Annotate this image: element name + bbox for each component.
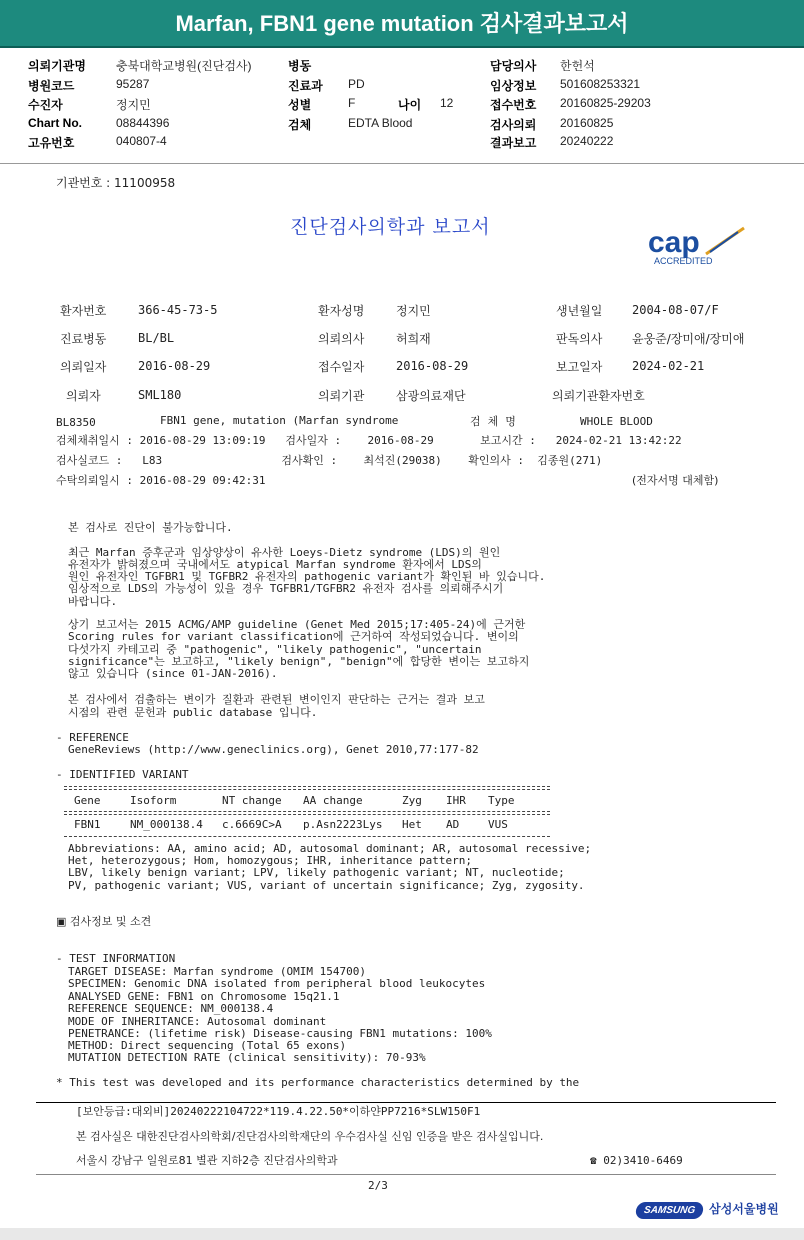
footer-divider — [36, 1174, 776, 1175]
header-value: 한헌석 — [560, 59, 595, 73]
header-label: 고유번호 — [28, 136, 75, 150]
text-line: 원인 유전자인 TGFBR1 및 TGFBR2 유전자의 pathogenic variant가 확인된 바 있습니다. — [68, 570, 546, 583]
specimen-value: WHOLE BLOOD — [580, 415, 653, 428]
field-value: 2024-02-21 — [632, 359, 705, 373]
header-value: EDTA Blood — [348, 116, 413, 130]
cap-logo-text: cap — [648, 226, 700, 259]
samsung-hospital-name: 삼성서울병원 — [709, 1202, 779, 1216]
field-value: 정지민 — [396, 304, 431, 318]
page-number: 2/3 — [368, 1179, 388, 1192]
table-header: IHR — [446, 794, 466, 807]
text-line: LBV, likely benign variant; LPV, likely pathogenic variant; NT, nucleotide; — [68, 866, 565, 879]
header-label: 결과보고 — [490, 136, 537, 150]
header-label: 접수번호 — [490, 98, 537, 112]
text-line: ANALYSED GENE: FBN1 on Chromosome 15q21.1 — [68, 990, 340, 1003]
footnote: * This test was developed and its performance characteristics determined by the — [56, 1076, 580, 1089]
table-cell: FBN1 — [74, 818, 101, 831]
text-line: 않고 있습니다 (since 01-JAN-2016). — [68, 667, 278, 680]
bottom-strip — [0, 1228, 804, 1240]
header-label: 담당의사 — [490, 59, 537, 73]
header-value: 12 — [440, 96, 454, 110]
header-value: 20240222 — [560, 134, 614, 148]
text-line: 상기 보고서는 2015 ACMG/AMP guideline (Genet Med 2015;17:405-24)에 근거한 — [68, 618, 526, 631]
text-line: PENETRANCE: (lifetime risk) Disease-causing FBN1 mutations: 100% — [68, 1027, 492, 1040]
header-value: 040807-4 — [116, 134, 167, 148]
reference-heading: - REFERENCE — [56, 731, 129, 744]
table-rule — [64, 836, 550, 837]
lab-code-row: 검사실코드 : L83 검사확인 : 최석진(29038) 확인의사 : 김종원(271) — [56, 454, 603, 467]
certification-text: 본 검사실은 대한진단검사의학회/진단검사의학재단의 우수검사실 신임 인증을 받은 검사실입니다. — [76, 1130, 544, 1143]
header-label: 임상정보 — [490, 79, 537, 93]
field-label: 판독의사 — [556, 332, 603, 346]
text-line: 바랍니다. — [68, 595, 118, 608]
text-line: 임상적으로 LDS의 가능성이 있을 경우 TGFBR1/TGFBR2 유전자 검사를 의뢰해주시기 — [68, 582, 504, 595]
header-label: 병원코드 — [28, 79, 75, 93]
footer-divider — [36, 1102, 776, 1103]
field-label: 의뢰자 — [66, 389, 101, 403]
header-label: 검사의뢰 — [490, 118, 537, 132]
field-label: 의뢰일자 — [60, 360, 107, 374]
text-line: PV, pathogenic variant; VUS, variant of uncertain significance; Zyg, zygosity. — [68, 879, 585, 892]
field-label: 의뢰기관 — [318, 389, 365, 403]
header-label: 수진자 — [28, 98, 63, 112]
text-line: Het, heterozygous; Hom, homozygous; IHR, inheritance pattern; — [68, 854, 472, 867]
field-value: 삼광의료재단 — [396, 389, 466, 403]
table-rule — [64, 789, 550, 790]
text-line: 다섯가지 카테고리 중 "pathogenic", "likely pathogenic", "uncertain — [68, 643, 482, 656]
text-line: Scoring rules for variant classification에 근거하여 작성되었습니다. 변이의 — [68, 630, 519, 643]
header-value: 20160825-29203 — [560, 96, 651, 110]
header-label: 검체 — [288, 118, 312, 132]
text-line: MUTATION DETECTION RATE (clinical sensitivity): 70-93% — [68, 1051, 426, 1064]
field-label: 환자번호 — [60, 304, 107, 318]
samsung-pill: SAMSUNG — [635, 1202, 705, 1219]
lab-phone: ☎ 02)3410-6469 — [590, 1154, 683, 1167]
cap-accredited-logo — [648, 222, 748, 268]
header-label: 병동 — [288, 59, 312, 73]
table-rule — [64, 814, 550, 815]
field-value: 2016-08-29 — [138, 359, 211, 373]
field-value: BL/BL — [138, 331, 175, 345]
reference-text: GeneReviews (http://www.geneclinics.org), Genet 2010,77:177-82 — [68, 743, 479, 756]
test-information-heading: - TEST INFORMATION — [56, 952, 176, 965]
field-label: 의뢰의사 — [318, 332, 365, 346]
header-value: 08844396 — [116, 116, 170, 130]
header-label: 성별 — [288, 98, 312, 112]
test-name: FBN1 gene, mutation (Marfan syndrome — [160, 414, 399, 427]
request-time-row: 수탁의뢰일시 : 2016-08-29 09:42:31 — [56, 474, 266, 487]
table-cell: AD — [446, 818, 460, 831]
institution-number: 기관번호 : 11100958 — [56, 176, 176, 190]
text-line: 시점의 관련 문헌과 public database 입니다. — [68, 706, 318, 719]
field-label: 환자성명 — [318, 304, 365, 318]
field-value: 윤웅준/장미애/장미애 — [632, 332, 745, 346]
header-value: 20160825 — [560, 116, 614, 130]
text-line: 본 검사에서 검출하는 변이가 질환과 관련된 변이인지 판단하는 근거는 결과 보고 — [68, 693, 485, 706]
field-label: 의뢰기관환자번호 — [552, 389, 645, 403]
table-header: Type — [488, 794, 515, 807]
text-line: SPECIMEN: Genomic DNA isolated from peripheral blood leukocytes — [68, 977, 486, 990]
header-label: 의뢰기관명 — [28, 59, 86, 73]
table-cell: VUS — [488, 818, 508, 831]
table-rule — [64, 786, 550, 787]
table-cell: Het — [402, 818, 422, 831]
field-value: 허희재 — [396, 332, 431, 346]
text-line: REFERENCE SEQUENCE: NM_000138.4 — [68, 1002, 274, 1015]
field-value: 2016-08-29 — [396, 359, 469, 373]
header-label: Chart No. — [28, 116, 82, 130]
table-cell: NM_000138.4 — [130, 818, 203, 831]
header-label: 나이 — [398, 98, 422, 112]
lab-address: 서울시 강남구 일원로81 별관 지하2층 진단검사의학과 — [76, 1154, 338, 1167]
field-value: SML180 — [138, 388, 182, 402]
table-header: Zyg — [402, 794, 422, 807]
field-value: 366-45-73-5 — [138, 303, 218, 317]
header-value: PD — [348, 77, 365, 91]
text-line: significance"는 보고하고, "likely benign", "benign"에 합당한 변이는 보고하지 — [68, 655, 530, 668]
identified-variant-heading: - IDENTIFIED VARIANT — [56, 768, 189, 781]
field-label: 보고일자 — [556, 360, 603, 374]
security-line: [보안등급:대외비]20240222104722*119.4.22.50*이하얀PP7216*SLW150F1 — [76, 1105, 481, 1118]
table-header: NT change — [222, 794, 282, 807]
table-header: Isoform — [130, 794, 177, 807]
cap-sub-text: ACCREDITED — [654, 256, 713, 266]
table-header: Gene — [74, 794, 101, 807]
header-label: 진료과 — [288, 79, 323, 93]
header-value: 충북대학교병원(진단검사) — [116, 59, 252, 73]
report-title-bar: Marfan, FBN1 gene mutation 검사결과보고서 — [0, 0, 804, 48]
header-value: 95287 — [116, 77, 150, 91]
table-cell: c.6669C>A — [222, 818, 282, 831]
header-value: 정지민 — [116, 98, 151, 112]
table-cell: p.Asn2223Lys — [303, 818, 383, 831]
table-header: AA change — [303, 794, 363, 807]
text-line: 유전자가 밝혀졌으며 국내에서도 atypical Marfan syndrome 환자에서 LDS의 — [68, 558, 482, 571]
diagnosis-note: 본 검사로 진단이 불가능합니다. — [68, 521, 233, 534]
report-heading: 진단검사의학과 보고서 — [290, 216, 491, 238]
table-rule — [64, 811, 550, 812]
text-line: Abbreviations: AA, amino acid; AD, autosomal dominant; AR, autosomal recessive; — [68, 842, 592, 855]
field-label: 접수일자 — [318, 360, 365, 374]
text-line: 최근 Marfan 증후군과 임상양상이 유사한 Loeys-Dietz syndrome (LDS)의 원인 — [68, 546, 501, 559]
field-label: 진료병동 — [60, 332, 107, 346]
text-line: TARGET DISEASE: Marfan syndrome (OMIM 154700) — [68, 965, 367, 978]
e-signature-note: (전자서명 대체함) — [632, 474, 719, 487]
test-code: BL8350 — [56, 416, 96, 429]
specimen-label: 검 체 명 — [470, 415, 516, 428]
header-divider — [0, 163, 804, 164]
field-value: 2004-08-07/F — [632, 303, 719, 317]
text-line: MODE OF INHERITANCE: Autosomal dominant — [68, 1015, 327, 1028]
field-label: 생년월일 — [556, 304, 603, 318]
header-value: F — [348, 96, 356, 110]
text-line: METHOD: Direct sequencing (Total 65 exons) — [68, 1039, 347, 1052]
header-value: 501608253321 — [560, 77, 641, 91]
collection-row: 검체채취일시 : 2016-08-29 13:09:19 검사일자 : 2016-08-29 보고시간 : 2024-02-21 13:42:22 — [56, 434, 682, 447]
samsung-hospital-logo — [636, 1198, 779, 1219]
section-heading: ▣ 검사정보 및 소견 — [56, 915, 152, 928]
